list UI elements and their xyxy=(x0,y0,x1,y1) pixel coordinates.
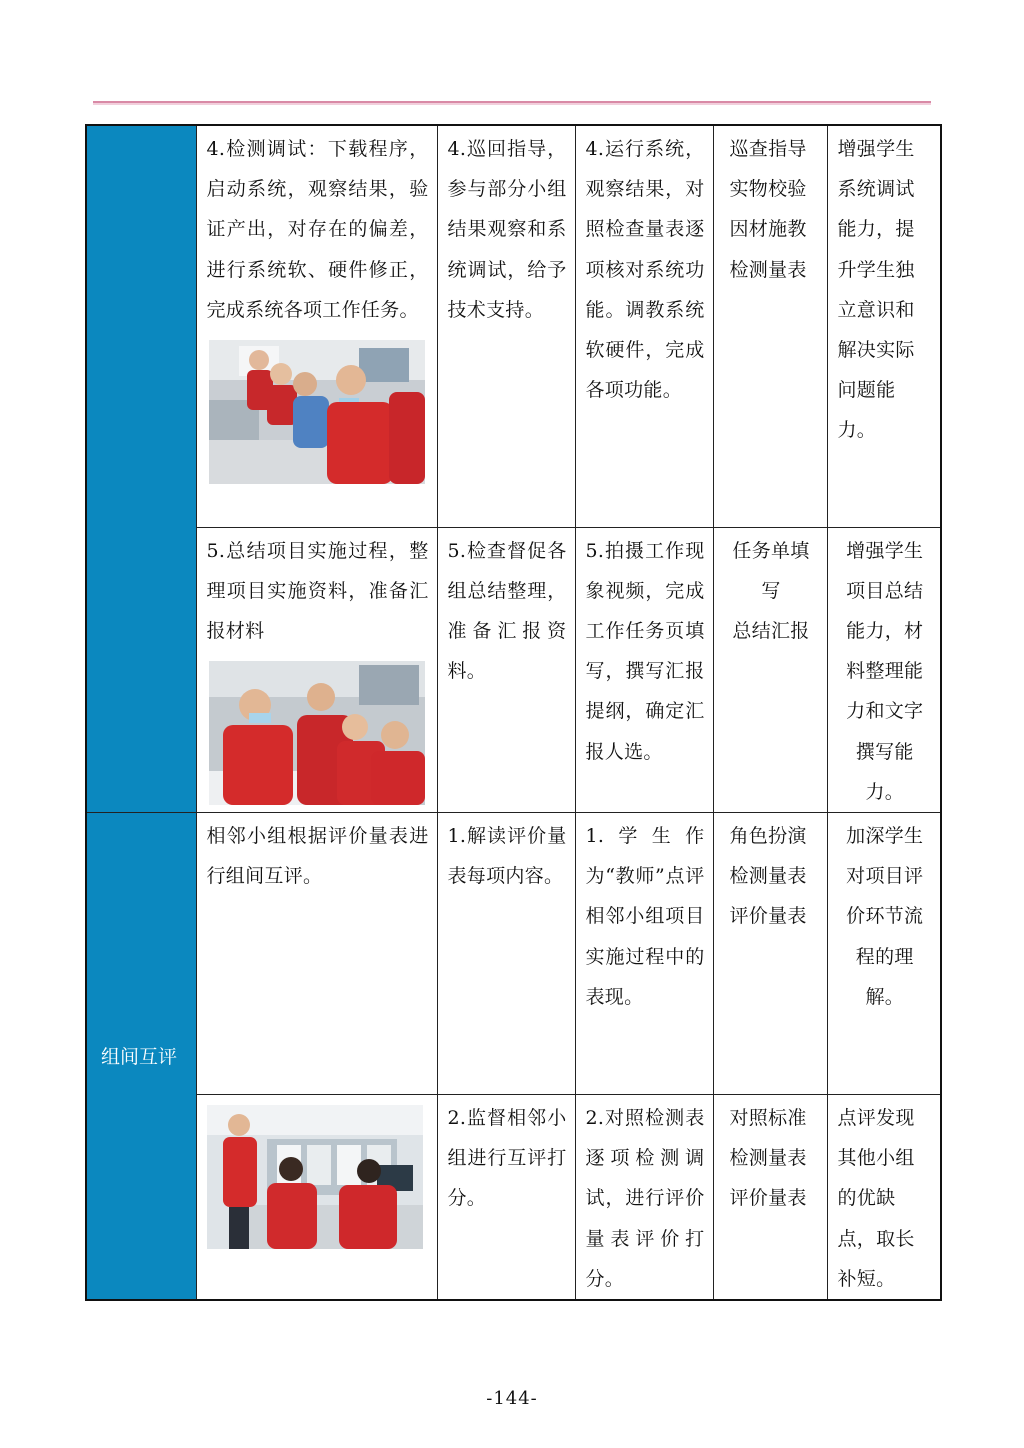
teacher-activity-cell xyxy=(437,125,575,527)
method-text: 任务单填 写 总结汇报 xyxy=(732,539,810,642)
table-row xyxy=(86,812,941,1094)
student-activity-cell xyxy=(575,812,713,1094)
stage-cell-implementation xyxy=(86,125,196,812)
teacher-activity-text: 4.巡回指导，参与部分小组结果观察和系统调试，给予技术支持。 xyxy=(447,138,567,321)
students-at-workstation-photo xyxy=(209,340,425,484)
content-cell xyxy=(196,527,437,812)
student-activity-cell xyxy=(575,527,713,812)
method-cell xyxy=(713,527,827,812)
header-rule xyxy=(93,101,931,103)
student-activity-text: 2.对照检测表逐项检测调试，进行评价量表评价打分。 xyxy=(585,1106,705,1290)
teacher-activity-cell xyxy=(437,527,575,812)
student-activity-text: 1.学生作为“教师”点评相邻小组项目实施过程中的表现。 xyxy=(585,824,705,1008)
method-cell xyxy=(713,812,827,1094)
stage-cell-peer-review xyxy=(86,812,196,1300)
stage-label: 组间互评 xyxy=(101,1046,178,1069)
teacher-activity-cell xyxy=(437,1094,575,1300)
method-cell xyxy=(713,1094,827,1300)
teacher-activity-cell xyxy=(437,812,575,1094)
purpose-text: 增强学生系统调试能力，提升学生独立意识和解决实际问题能力。 xyxy=(837,138,915,442)
content-text: 5.总结项目实施过程，整理项目实施资料，准备汇报材料 xyxy=(206,539,429,642)
purpose-text: 增强学生项目总结能力，材料整理能力和文字撰写能力。 xyxy=(846,539,924,803)
method-text: 角色扮演 检测量表 评价量表 xyxy=(729,824,807,928)
teacher-activity-text: 5.检查督促各组总结整理，准备汇报资料。 xyxy=(447,539,567,683)
student-activity-text: 5.拍摄工作现象视频，完成工作任务页填写，撰写汇报提纲，确定汇报人选。 xyxy=(585,539,705,763)
group-discussion-photo xyxy=(209,661,425,805)
purpose-cell xyxy=(827,1094,941,1300)
method-text: 对照标准 检测量表 评价量表 xyxy=(729,1106,807,1210)
page-number: -144- xyxy=(486,1388,538,1409)
teacher-activity-text: 1.解读评价量表每项内容。 xyxy=(447,824,567,888)
lesson-plan-table xyxy=(85,124,942,1301)
student-activity-cell xyxy=(575,1094,713,1300)
teacher-activity-text: 2.监督相邻小组进行互评打分。 xyxy=(447,1106,567,1210)
student-activity-cell xyxy=(575,125,713,527)
table-row xyxy=(86,527,941,812)
purpose-cell xyxy=(827,812,941,1094)
method-text: 巡查指导 实物校验 因材施教 检测量表 xyxy=(729,138,807,281)
table-row xyxy=(86,125,941,527)
purpose-cell xyxy=(827,527,941,812)
purpose-text: 加深学生对项目评价环节流程的理解。 xyxy=(846,824,924,1008)
content-text: 4.检测调试：下载程序，启动系统，观察结果，验证产出，对存在的偏差，进行系统软、硬件修正，完成系统各项工作任务。 xyxy=(206,138,429,321)
purpose-text: 点评发现其他小组的优缺点，取长补短。 xyxy=(837,1106,915,1290)
content-cell xyxy=(196,1094,437,1300)
table-row xyxy=(86,1094,941,1300)
purpose-cell xyxy=(827,125,941,527)
content-cell xyxy=(196,812,437,1094)
content-text: 相邻小组根据评价量表进行组间互评。 xyxy=(206,824,429,888)
student-activity-text: 4.运行系统，观察结果，对照检查量表逐项核对系统功能。调教系统软硬件，完成各项功能。 xyxy=(585,138,705,402)
peer-review-photo xyxy=(207,1105,423,1249)
content-cell xyxy=(196,125,437,527)
method-cell xyxy=(713,125,827,527)
